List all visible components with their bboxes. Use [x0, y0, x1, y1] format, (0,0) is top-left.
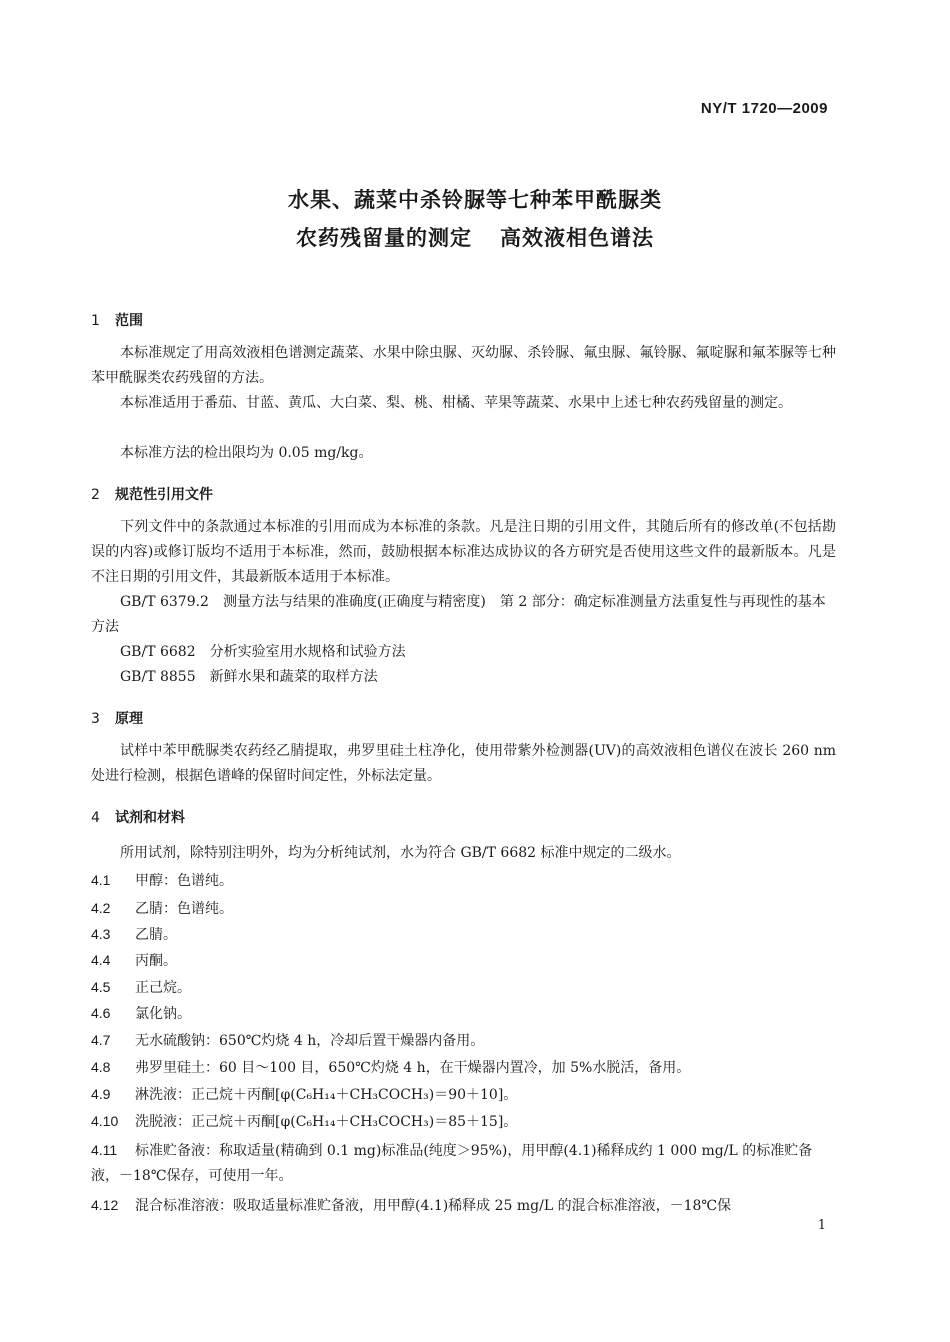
item-text: 乙腈：色谱纯。	[135, 901, 233, 917]
section-number: 4	[91, 810, 100, 826]
reagent-item	[91, 975, 836, 1001]
item-number: 4.3	[91, 926, 111, 942]
reagent-item	[91, 1138, 836, 1189]
item-number: 4.4	[91, 952, 111, 968]
reference-item: GB/T 6379.2 测量方法与结果的准确度(正确度与精密度) 第 2 部分：确定标准测量方法重复性与再现性的基本方法	[91, 594, 826, 635]
item-text: 甲醇：色谱纯。	[135, 873, 233, 889]
principle-paragraph: 试样中苯甲酰脲类农药经乙腈提取，弗罗里硅土柱净化，使用带紫外检测器(UV)的高效液相色谱仪在波长 260 nm 处进行检测，根据色谱峰的保留时间定性，外标法定量。	[91, 743, 836, 784]
item-number: 4.11	[91, 1142, 118, 1158]
reagent-item	[91, 868, 836, 894]
section-number: 3	[91, 711, 100, 727]
item-number: 4.5	[91, 979, 111, 995]
document-title-line2	[0, 222, 950, 252]
page-number: 1	[817, 1218, 826, 1233]
section-1-heading	[91, 310, 143, 330]
scope-paragraph-1: 本标准规定了用高效液相色谱测定蔬菜、水果中除虫脲、灭幼脲、杀铃脲、氟虫脲、氟铃脲、氟啶脲和氟苯脲等七种苯甲酰脲类农药残留的方法。	[91, 345, 836, 386]
reference-item: GB/T 6682 分析实验室用水规格和试验方法	[120, 644, 406, 660]
item-text: 乙腈。	[135, 927, 177, 943]
title-part-b: 高效液相色谱法	[500, 226, 654, 250]
reagent-item	[91, 1055, 836, 1081]
section-title: 规范性引用文件	[115, 487, 213, 503]
scope-paragraph-3: 本标准方法的检出限均为 0.05 mg/kg。	[120, 445, 373, 461]
item-text: 无水硫酸钠：650℃灼烧 4 h，冷却后置干燥器内备用。	[135, 1033, 485, 1049]
reagents-intro-paragraph: 所用试剂，除特别注明外，均为分析纯试剂，水为符合 GB/T 6682 标准中规定的二级水。	[120, 845, 681, 861]
section-number: 1	[91, 313, 100, 329]
reagent-item	[91, 896, 836, 922]
reference-item: GB/T 8855 新鲜水果和蔬菜的取样方法	[120, 669, 378, 685]
reagent-item	[91, 1001, 836, 1027]
scope-paragraph-2: 本标准适用于番茄、甘蓝、黄瓜、大白菜、梨、桃、柑橘、苹果等蔬菜、水果中上述七种农药残留量的测定。	[120, 395, 792, 411]
reagent-item	[91, 1082, 836, 1108]
item-text: 标准贮备液：称取适量(精确到 0.1 mg)标准品(纯度＞95%)，用甲醇(4.1)稀释成约 1 000 mg/L 的标准贮备液，－18℃保存，可使用一年。	[91, 1143, 813, 1184]
item-number: 4.7	[91, 1032, 111, 1048]
section-title: 试剂和材料	[115, 810, 185, 826]
item-text: 洗脱液：正己烷＋丙酮[φ(C₆H₁₄＋CH₃COCH₃)＝85＋15]。	[135, 1114, 518, 1130]
standard-code: NY/T 1720—2009	[700, 100, 828, 117]
item-number: 4.9	[91, 1086, 111, 1102]
item-number: 4.10	[91, 1113, 119, 1129]
item-text: 淋洗液：正己烷＋丙酮[φ(C₆H₁₄＋CH₃COCH₃)＝90＋10]。	[135, 1087, 518, 1103]
item-number: 4.8	[91, 1059, 111, 1075]
item-number: 4.12	[91, 1197, 119, 1213]
section-number: 2	[91, 487, 100, 503]
section-2-heading	[91, 484, 213, 504]
item-number: 4.2	[91, 900, 111, 916]
section-title: 原理	[115, 711, 143, 727]
section-3-heading	[91, 708, 143, 728]
item-text: 弗罗里硅土：60 目～100 目，650℃灼烧 4 h，在干燥器内置冷，加 5%水脱活，备用。	[135, 1060, 691, 1076]
section-title: 范围	[115, 313, 143, 329]
item-number: 4.6	[91, 1005, 111, 1021]
item-text: 丙酮。	[135, 953, 177, 969]
item-number: 4.1	[91, 872, 111, 888]
reagent-item	[91, 1028, 836, 1054]
references-intro-paragraph: 下列文件中的条款通过本标准的引用而成为本标准的条款。凡是注日期的引用文件，其随后所有的修改单(不包括勘误的内容)或修订版均不适用于本标准，然而，鼓励根据本标准达成协议的各方研究是否使用这些文件的最新版本。凡是不注日期的引用文件，其最新版本适用于本标准。	[91, 519, 836, 585]
reagent-item	[91, 1193, 836, 1219]
item-text: 正己烷。	[135, 980, 191, 996]
item-text: 混合标准溶液：吸取适量标准贮备液，用甲醇(4.1)稀释成 25 mg/L 的混合标准溶液，－18℃保	[135, 1198, 732, 1214]
reagent-item	[91, 1109, 836, 1135]
item-text: 氯化钠。	[135, 1006, 191, 1022]
document-title-line1: 水果、蔬菜中杀铃脲等七种苯甲酰脲类	[288, 188, 662, 212]
section-4-heading	[91, 807, 185, 827]
title-part-a: 农药残留量的测定	[296, 226, 472, 250]
reagent-item	[91, 922, 836, 948]
reagent-item	[91, 948, 836, 974]
